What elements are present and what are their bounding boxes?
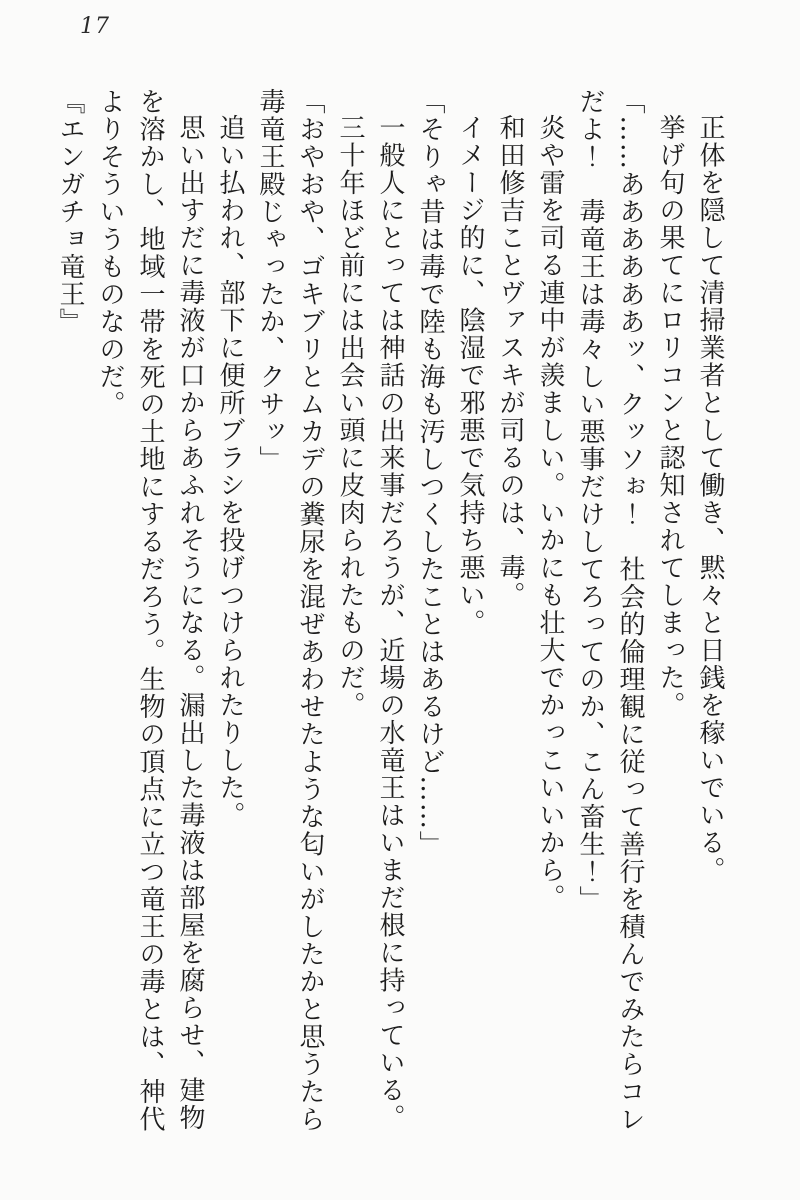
text-line: 「おやおや、ゴキブリとムカデの糞尿を混ぜあわせたような匂いがしたかと思うたら	[295, 88, 325, 1133]
text-line: 挙げ句の果てにロリコンと認知されてしまった。	[655, 114, 685, 719]
text-line: 正体を隠して清掃業者として働き、黙々と日銭を稼いでいる。	[695, 114, 725, 884]
text-line: 炎や雷を司る連中が羨ましい。いかにも壮大でかっこいいから。	[535, 114, 565, 912]
page-number: 17	[80, 14, 110, 39]
text-line: 三十年ほど前には出会い頭に皮肉られたものだ。	[335, 114, 365, 719]
text-line: イメージ的に、陰湿で邪悪で気持ち悪い。	[455, 114, 485, 637]
text-line: を溶かし、地域一帯を死の土地にするだろう。生物の頂点に立つ竜王の毒とは、神代	[135, 88, 165, 1133]
text-line: だよ！ 毒竜王は毒々しい悪事だけしてろってのか、こん畜生！」	[575, 88, 605, 913]
text-line: 追い払われ、部下に便所ブラシを投げつけられたりした。	[215, 114, 245, 829]
text-line: 思い出すだに毒液が口からあふれそうになる。漏出した毒液は部屋を腐らせ、建物	[175, 114, 205, 1132]
vertical-text-block	[50, 88, 730, 1146]
text-line: 『エンガチョ竜王』	[55, 88, 85, 336]
text-line: 和田修吉ことヴァスキが司るのは、毒。	[495, 114, 525, 609]
text-line: よりそういうものなのだ。	[95, 88, 125, 418]
text-line: 一般人にとっては神話の出来事だろうが、近場の水竜王はいまだ根に持っている。	[375, 114, 405, 1132]
text-line: 「……ああああああッ、クッソぉ！ 社会的倫理観に従って善行を積んでみたらコレ	[615, 88, 645, 1133]
text-line: 「そりゃ昔は毒で陸も海も汚しつくしたことはあるけど……」	[415, 88, 445, 858]
text-line: 毒竜王殿じゃったか、クサッ」	[255, 88, 285, 473]
